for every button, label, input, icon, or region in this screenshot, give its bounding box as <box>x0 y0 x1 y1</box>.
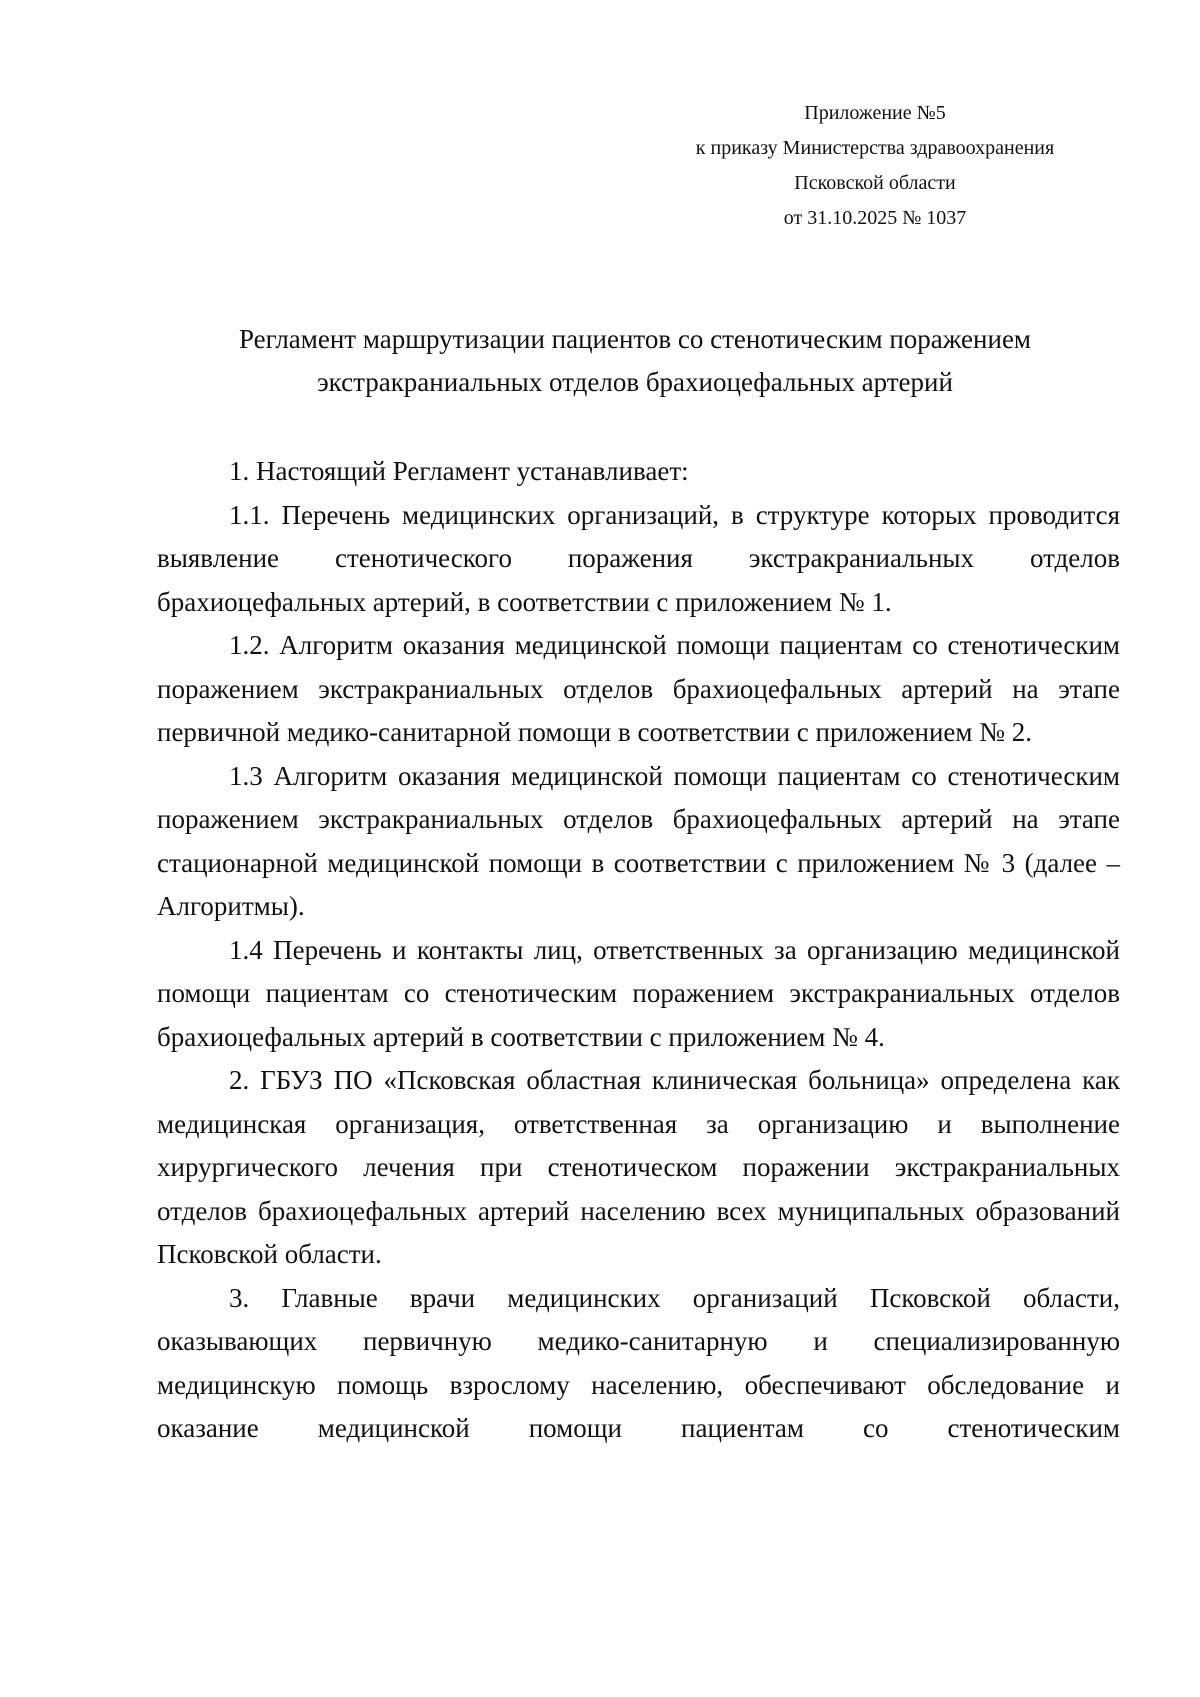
paragraph-1: 1. Настоящий Регламент устанавливает: <box>229 456 689 486</box>
document-body <box>157 450 1120 1451</box>
paragraph-1-2: 1.2. Алгоритм оказания медицинской помощи пациентам со стенотическим поражением экстракраниальных отделов брахиоцефальных артерий на этапе первичной медико-санитарной помощи в соответствии с приложением № 2. <box>157 630 1120 747</box>
order-reference: к приказу Министерства здравоохранения <box>695 137 1055 159</box>
paragraph-1-1: 1.1. Перечень медицинских организаций, в структуре которых проводится выявление стенотического поражения экстракраниальных отделов брахиоцефальных артерий, в соответствии с приложением № 1. <box>157 499 1120 617</box>
appendix-number: Приложение №5 <box>804 102 946 124</box>
document-title <box>150 318 1120 404</box>
paragraph-2: 2. ГБУЗ ПО «Псковская областная клиническая больница» определена как медицинская организация, ответственная за организацию и выполнение хирургического лечения при стенотическом поражении экстракраниальных отделов брахиоцефальных артерий населению всех муниципальных образований Псковской области. <box>157 1065 1120 1269</box>
order-date-number: от 31.10.2025 № 1037 <box>783 207 967 229</box>
region-name: Псковской области <box>794 172 956 194</box>
appendix-header <box>640 96 1110 236</box>
title-line-2: экстракраниальных отделов брахиоцефальных артерий <box>317 367 953 397</box>
paragraph-1-3: 1.3 Алгоритм оказания медицинской помощи пациентам со стенотическим поражением экстракраниальных отделов брахиоцефальных артерий на этапе стационарной медицинской помощи в соответствии с приложением № 3 (далее – Алгоритмы). <box>157 760 1120 921</box>
title-line-1: Регламент маршрутизации пациентов со стенотическим поражением <box>238 324 1032 354</box>
paragraph-1-4: 1.4 Перечень и контакты лиц, ответственных за организацию медицинской помощи пациентам со стенотическим поражением экстракраниальных отделов брахиоцефальных артерий в соответствии с приложением № 4. <box>157 934 1120 1052</box>
paragraph-3: 3. Главные врачи медицинских организаций Псковской области, оказывающих первичную медико-санитарную и специализированную медицинскую помощь взрослому населению, обеспечивают обследование и оказание медицинской помощи пациентам со стенотическим <box>157 1282 1120 1443</box>
